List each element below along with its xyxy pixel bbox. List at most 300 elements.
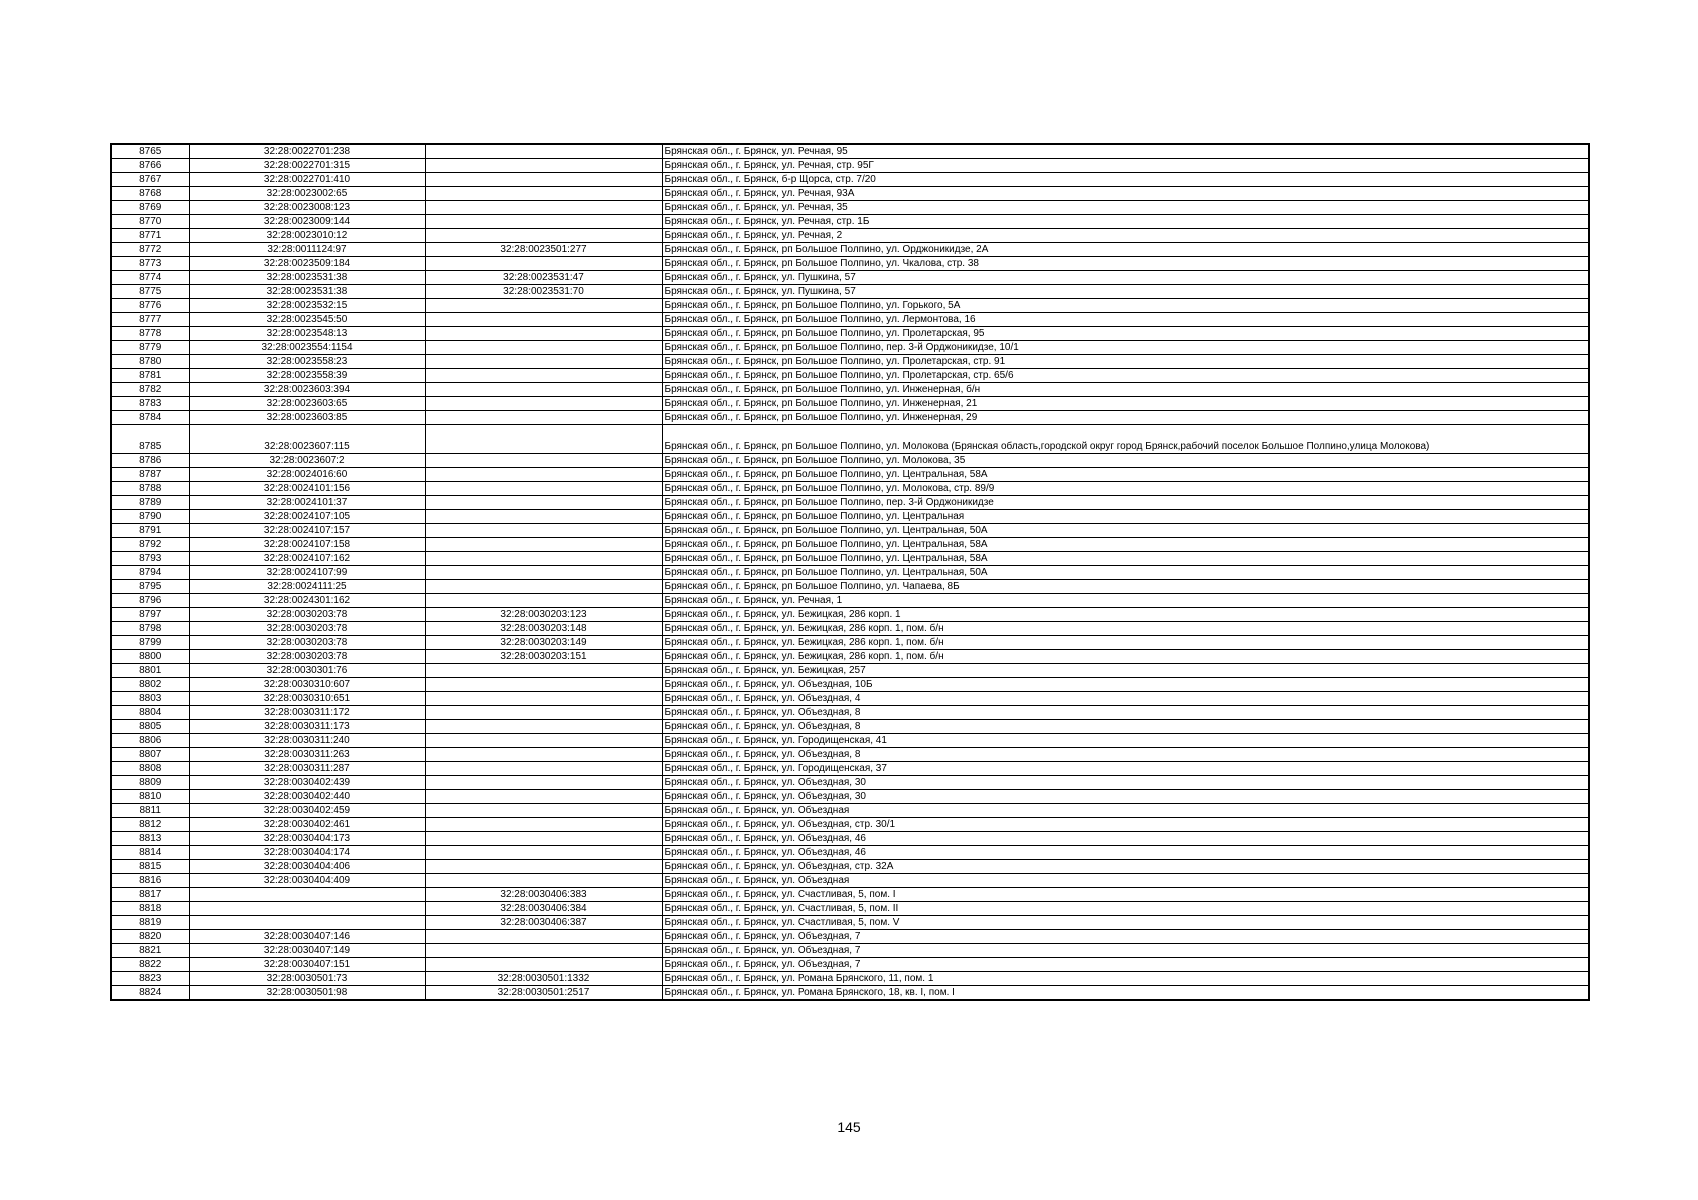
linked-cadastral-number-cell — [425, 790, 662, 804]
address-cell: Брянская обл., г. Брянск, ул. Счастливая, 5, пом. V — [662, 916, 1589, 930]
address-cell: Брянская обл., г. Брянск, ул. Объездная, 46 — [662, 832, 1589, 846]
cadastral-number-cell: 32:28:0023558:39 — [189, 369, 425, 383]
linked-cadastral-number-cell — [425, 144, 662, 159]
table-row — [111, 650, 1589, 664]
table-row — [111, 692, 1589, 706]
address-cell: Брянская обл., г. Брянск, рп Большое Полпино, ул. Центральная, 50А — [662, 524, 1589, 538]
address-cell: Брянская обл., г. Брянск, рп Большое Полпино, ул. Инженерная, 29 — [662, 411, 1589, 425]
cadastral-number-cell: 32:28:0023531:38 — [189, 271, 425, 285]
cadastral-number-cell: 32:28:0023008:123 — [189, 201, 425, 215]
cadastral-number-cell: 32:28:0030311:240 — [189, 734, 425, 748]
linked-cadastral-number-cell — [425, 874, 662, 888]
address-cell: Брянская обл., г. Брянск, рп Большое Полпино, пер. 3-й Орджоникидзе — [662, 496, 1589, 510]
table-row — [111, 383, 1589, 397]
address-cell: Брянская обл., г. Брянск, рп Большое Полпино, пер. 3-й Орджоникидзе, 10/1 — [662, 341, 1589, 355]
address-cell: Брянская обл., г. Брянск, ул. Объездная, 8 — [662, 706, 1589, 720]
linked-cadastral-number-cell: 32:28:0023501:277 — [425, 243, 662, 257]
linked-cadastral-number-cell — [425, 860, 662, 874]
linked-cadastral-number-cell — [425, 327, 662, 341]
linked-cadastral-number-cell — [425, 425, 662, 454]
cadastral-number-cell: 32:28:0030203:78 — [189, 608, 425, 622]
row-number-cell: 8784 — [111, 411, 189, 425]
cadastral-number-cell: 32:28:0030402:461 — [189, 818, 425, 832]
address-cell: Брянская обл., г. Брянск, ул. Объездная, 10Б — [662, 678, 1589, 692]
cadastral-number-cell: 32:28:0023509:184 — [189, 257, 425, 271]
table-row — [111, 664, 1589, 678]
cadastral-number-cell: 32:28:0030311:287 — [189, 762, 425, 776]
linked-cadastral-number-cell — [425, 510, 662, 524]
row-number-cell: 8813 — [111, 832, 189, 846]
row-number-cell: 8771 — [111, 229, 189, 243]
table-row — [111, 790, 1589, 804]
linked-cadastral-number-cell: 32:28:0030501:1332 — [425, 972, 662, 986]
table-row — [111, 720, 1589, 734]
row-number-cell: 8794 — [111, 566, 189, 580]
address-cell: Брянская обл., г. Брянск, рп Большое Полпино, ул. Центральная, 58А — [662, 468, 1589, 482]
row-number-cell: 8807 — [111, 748, 189, 762]
address-cell: Брянская обл., г. Брянск, ул. Речная, 1 — [662, 594, 1589, 608]
linked-cadastral-number-cell — [425, 299, 662, 313]
cadastral-number-cell: 32:28:0030402:459 — [189, 804, 425, 818]
row-number-cell: 8772 — [111, 243, 189, 257]
address-cell: Брянская обл., г. Брянск, рп Большое Полпино, ул. Горького, 5А — [662, 299, 1589, 313]
row-number-cell: 8815 — [111, 860, 189, 874]
address-cell: Брянская обл., г. Брянск, ул. Объездная — [662, 804, 1589, 818]
linked-cadastral-number-cell — [425, 201, 662, 215]
linked-cadastral-number-cell — [425, 383, 662, 397]
cadastral-number-cell: 32:28:0023607:2 — [189, 454, 425, 468]
row-number-cell: 8812 — [111, 818, 189, 832]
row-number-cell: 8786 — [111, 454, 189, 468]
address-cell: Брянская обл., г. Брянск, ул. Объездная, 4 — [662, 692, 1589, 706]
table-row — [111, 468, 1589, 482]
linked-cadastral-number-cell — [425, 594, 662, 608]
cadastral-number-cell: 32:28:0023607:115 — [189, 425, 425, 454]
address-cell: Брянская обл., г. Брянск, ул. Объездная, 7 — [662, 944, 1589, 958]
table-row — [111, 944, 1589, 958]
table-row — [111, 622, 1589, 636]
address-cell: Брянская обл., г. Брянск, ул. Речная, стр. 95Г — [662, 159, 1589, 173]
cadastral-number-cell: 32:28:0023010:12 — [189, 229, 425, 243]
linked-cadastral-number-cell — [425, 580, 662, 594]
cadastral-number-cell — [189, 902, 425, 916]
row-number-cell: 8768 — [111, 187, 189, 201]
address-cell: Брянская обл., г. Брянск, ул. Речная, стр. 1Б — [662, 215, 1589, 229]
row-number-cell: 8780 — [111, 355, 189, 369]
row-number-cell: 8787 — [111, 468, 189, 482]
table-row — [111, 888, 1589, 902]
cadastral-number-cell: 32:28:0023603:394 — [189, 383, 425, 397]
cadastral-number-cell: 32:28:0023554:1154 — [189, 341, 425, 355]
row-number-cell: 8799 — [111, 636, 189, 650]
address-cell: Брянская обл., г. Брянск, ул. Пушкина, 57 — [662, 285, 1589, 299]
table-row — [111, 748, 1589, 762]
address-cell: Брянская обл., г. Брянск, ул. Объездная, 7 — [662, 930, 1589, 944]
table-row — [111, 706, 1589, 720]
cadastral-number-cell: 32:28:0022701:315 — [189, 159, 425, 173]
cadastral-number-cell: 32:28:0024016:60 — [189, 468, 425, 482]
row-number-cell: 8767 — [111, 173, 189, 187]
linked-cadastral-number-cell: 32:28:0030406:383 — [425, 888, 662, 902]
page-number: 145 — [837, 1119, 861, 1135]
linked-cadastral-number-cell — [425, 257, 662, 271]
row-number-cell: 8792 — [111, 538, 189, 552]
address-cell: Брянская обл., г. Брянск, ул. Речная, 95 — [662, 144, 1589, 159]
table-row — [111, 327, 1589, 341]
cadastral-number-cell: 32:28:0030311:173 — [189, 720, 425, 734]
table-row — [111, 832, 1589, 846]
row-number-cell: 8765 — [111, 144, 189, 159]
cadastral-number-cell: 32:28:0023603:85 — [189, 411, 425, 425]
linked-cadastral-number-cell: 32:28:0030203:148 — [425, 622, 662, 636]
address-cell: Брянская обл., г. Брянск, ул. Объездная, 7 — [662, 958, 1589, 972]
address-cell: Брянская обл., г. Брянск, б-р Щорса, стр. 7/20 — [662, 173, 1589, 187]
table-row — [111, 187, 1589, 201]
table-row — [111, 636, 1589, 650]
row-number-cell: 8797 — [111, 608, 189, 622]
cadastral-number-cell: 32:28:0023558:23 — [189, 355, 425, 369]
row-number-cell: 8777 — [111, 313, 189, 327]
linked-cadastral-number-cell: 32:28:0023531:47 — [425, 271, 662, 285]
table-row — [111, 496, 1589, 510]
row-number-cell: 8774 — [111, 271, 189, 285]
cadastral-number-cell: 32:28:0030501:98 — [189, 986, 425, 1001]
address-cell: Брянская обл., г. Брянск, ул. Бежицкая, 286 корп. 1, пом. б/н — [662, 622, 1589, 636]
table-row — [111, 874, 1589, 888]
cadastral-number-cell: 32:28:0030501:73 — [189, 972, 425, 986]
row-number-cell: 8810 — [111, 790, 189, 804]
cadastral-number-cell: 32:28:0030402:439 — [189, 776, 425, 790]
cadastral-number-cell: 32:28:0023531:38 — [189, 285, 425, 299]
cadastral-number-cell — [189, 916, 425, 930]
cadastral-number-cell: 32:28:0030402:440 — [189, 790, 425, 804]
row-number-cell: 8818 — [111, 902, 189, 916]
linked-cadastral-number-cell — [425, 818, 662, 832]
table-row — [111, 860, 1589, 874]
linked-cadastral-number-cell — [425, 748, 662, 762]
row-number-cell: 8796 — [111, 594, 189, 608]
linked-cadastral-number-cell: 32:28:0030203:123 — [425, 608, 662, 622]
cadastral-number-cell: 32:28:0024107:99 — [189, 566, 425, 580]
address-cell: Брянская обл., г. Брянск, рп Большое Полпино, ул. Пролетарская, стр. 91 — [662, 355, 1589, 369]
row-number-cell: 8803 — [111, 692, 189, 706]
row-number-cell: 8819 — [111, 916, 189, 930]
address-cell: Брянская обл., г. Брянск, рп Большое Полпино, ул. Инженерная, б/н — [662, 383, 1589, 397]
cadastral-number-cell: 32:28:0024107:157 — [189, 524, 425, 538]
row-number-cell: 8781 — [111, 369, 189, 383]
cadastral-number-cell: 32:28:0030203:78 — [189, 650, 425, 664]
table-row — [111, 285, 1589, 299]
table-row — [111, 271, 1589, 285]
table-row — [111, 930, 1589, 944]
linked-cadastral-number-cell — [425, 369, 662, 383]
linked-cadastral-number-cell: 32:28:0023531:70 — [425, 285, 662, 299]
address-cell: Брянская обл., г. Брянск, рп Большое Полпино, ул. Пролетарская, 95 — [662, 327, 1589, 341]
table-row — [111, 762, 1589, 776]
row-number-cell: 8773 — [111, 257, 189, 271]
cadastral-number-cell: 32:28:0030407:149 — [189, 944, 425, 958]
row-number-cell: 8802 — [111, 678, 189, 692]
linked-cadastral-number-cell: 32:28:0030501:2517 — [425, 986, 662, 1001]
linked-cadastral-number-cell — [425, 846, 662, 860]
linked-cadastral-number-cell — [425, 397, 662, 411]
table-row — [111, 299, 1589, 313]
row-number-cell: 8821 — [111, 944, 189, 958]
address-cell: Брянская обл., г. Брянск, рп Большое Полпино, ул. Инженерная, 21 — [662, 397, 1589, 411]
row-number-cell: 8822 — [111, 958, 189, 972]
row-number-cell: 8775 — [111, 285, 189, 299]
cadastral-number-cell: 32:28:0023009:144 — [189, 215, 425, 229]
linked-cadastral-number-cell — [425, 762, 662, 776]
row-number-cell: 8789 — [111, 496, 189, 510]
cadastral-number-cell: 32:28:0030311:263 — [189, 748, 425, 762]
cadastral-number-cell: 32:28:0030310:651 — [189, 692, 425, 706]
table-row — [111, 201, 1589, 215]
address-cell: Брянская обл., г. Брянск, рп Большое Полпино, ул. Лермонтова, 16 — [662, 313, 1589, 327]
row-number-cell: 8778 — [111, 327, 189, 341]
address-cell: Брянская обл., г. Брянск, ул. Объездная, 46 — [662, 846, 1589, 860]
cadastral-number-cell: 32:28:0030404:174 — [189, 846, 425, 860]
row-number-cell: 8816 — [111, 874, 189, 888]
table-row — [111, 538, 1589, 552]
table-row — [111, 159, 1589, 173]
row-number-cell: 8779 — [111, 341, 189, 355]
address-cell: Брянская обл., г. Брянск, ул. Объездная, 8 — [662, 720, 1589, 734]
row-number-cell: 8800 — [111, 650, 189, 664]
cadastral-number-cell: 32:28:0030310:607 — [189, 678, 425, 692]
address-cell: Брянская обл., г. Брянск, ул. Бежицкая, 286 корп. 1, пом. б/н — [662, 636, 1589, 650]
row-number-cell: 8820 — [111, 930, 189, 944]
address-cell: Брянская обл., г. Брянск, ул. Речная, 2 — [662, 229, 1589, 243]
linked-cadastral-number-cell — [425, 313, 662, 327]
linked-cadastral-number-cell — [425, 524, 662, 538]
table-row — [111, 566, 1589, 580]
row-number-cell: 8782 — [111, 383, 189, 397]
row-number-cell: 8795 — [111, 580, 189, 594]
linked-cadastral-number-cell — [425, 355, 662, 369]
linked-cadastral-number-cell — [425, 804, 662, 818]
address-cell: Брянская обл., г. Брянск, рп Большое Полпино, ул. Молокова (Брянская область,городской округ город Брянск,рабочий поселок Большое Полпино,улица Молокова) — [662, 425, 1589, 454]
linked-cadastral-number-cell — [425, 187, 662, 201]
table-row — [111, 229, 1589, 243]
linked-cadastral-number-cell — [425, 678, 662, 692]
linked-cadastral-number-cell — [425, 215, 662, 229]
cadastral-number-cell: 32:28:0024107:158 — [189, 538, 425, 552]
address-cell: Брянская обл., г. Брянск, рп Большое Полпино, ул. Орджоникидзе, 2А — [662, 243, 1589, 257]
address-cell: Брянская обл., г. Брянск, рп Большое Полпино, ул. Центральная, 50А — [662, 566, 1589, 580]
table-row — [111, 482, 1589, 496]
table-row — [111, 524, 1589, 538]
linked-cadastral-number-cell — [425, 173, 662, 187]
cadastral-number-cell: 32:28:0023545:50 — [189, 313, 425, 327]
table-row — [111, 580, 1589, 594]
row-number-cell: 8776 — [111, 299, 189, 313]
address-cell: Брянская обл., г. Брянск, рп Большое Полпино, ул. Центральная — [662, 510, 1589, 524]
linked-cadastral-number-cell — [425, 944, 662, 958]
address-cell: Брянская обл., г. Брянск, ул. Романа Брянского, 11, пом. 1 — [662, 972, 1589, 986]
table-row — [111, 734, 1589, 748]
linked-cadastral-number-cell — [425, 664, 662, 678]
linked-cadastral-number-cell — [425, 454, 662, 468]
row-number-cell: 8790 — [111, 510, 189, 524]
table-row — [111, 215, 1589, 229]
linked-cadastral-number-cell — [425, 566, 662, 580]
address-cell: Брянская обл., г. Брянск, ул. Счастливая, 5, пом. II — [662, 902, 1589, 916]
cadastral-number-cell: 32:28:0023548:13 — [189, 327, 425, 341]
row-number-cell: 8805 — [111, 720, 189, 734]
address-cell: Брянская обл., г. Брянск, ул. Объездная, 30 — [662, 790, 1589, 804]
registry-table — [110, 143, 1590, 1001]
cadastral-number-cell: 32:28:0030311:172 — [189, 706, 425, 720]
table-row — [111, 846, 1589, 860]
address-cell: Брянская обл., г. Брянск, ул. Речная, 35 — [662, 201, 1589, 215]
linked-cadastral-number-cell — [425, 692, 662, 706]
address-cell: Брянская обл., г. Брянск, ул. Объездная — [662, 874, 1589, 888]
table-row — [111, 678, 1589, 692]
cadastral-number-cell: 32:28:0024111:25 — [189, 580, 425, 594]
address-cell: Брянская обл., г. Брянск, рп Большое Полпино, ул. Пролетарская, стр. 65/6 — [662, 369, 1589, 383]
row-number-cell: 8770 — [111, 215, 189, 229]
row-number-cell: 8808 — [111, 762, 189, 776]
address-cell: Брянская обл., г. Брянск, рп Большое Полпино, ул. Центральная, 58А — [662, 538, 1589, 552]
table-row — [111, 411, 1589, 425]
linked-cadastral-number-cell — [425, 538, 662, 552]
table-row — [111, 454, 1589, 468]
address-cell: Брянская обл., г. Брянск, рп Большое Полпино, ул. Чапаева, 8Б — [662, 580, 1589, 594]
row-number-cell: 8793 — [111, 552, 189, 566]
row-number-cell: 8804 — [111, 706, 189, 720]
table-row — [111, 397, 1589, 411]
table-row — [111, 902, 1589, 916]
table-row — [111, 341, 1589, 355]
linked-cadastral-number-cell — [425, 411, 662, 425]
address-cell: Брянская обл., г. Брянск, рп Большое Полпино, ул. Центральная, 58А — [662, 552, 1589, 566]
cadastral-number-cell: 32:28:0024101:156 — [189, 482, 425, 496]
linked-cadastral-number-cell — [425, 552, 662, 566]
row-number-cell: 8811 — [111, 804, 189, 818]
cadastral-number-cell — [189, 888, 425, 902]
cadastral-number-cell: 32:28:0024107:105 — [189, 510, 425, 524]
row-number-cell: 8791 — [111, 524, 189, 538]
address-cell: Брянская обл., г. Брянск, рп Большое Полпино, ул. Молокова, 35 — [662, 454, 1589, 468]
cadastral-number-cell: 32:28:0023532:15 — [189, 299, 425, 313]
linked-cadastral-number-cell: 32:28:0030406:384 — [425, 902, 662, 916]
linked-cadastral-number-cell — [425, 706, 662, 720]
table-row — [111, 818, 1589, 832]
linked-cadastral-number-cell — [425, 720, 662, 734]
address-cell: Брянская обл., г. Брянск, ул. Объездная, 8 — [662, 748, 1589, 762]
row-number-cell: 8824 — [111, 986, 189, 1001]
address-cell: Брянская обл., г. Брянск, ул. Романа Брянского, 18, кв. I, пом. I — [662, 986, 1589, 1001]
linked-cadastral-number-cell — [425, 229, 662, 243]
table-row — [111, 986, 1589, 1001]
linked-cadastral-number-cell — [425, 832, 662, 846]
row-number-cell: 8801 — [111, 664, 189, 678]
cadastral-number-cell: 32:28:0030407:151 — [189, 958, 425, 972]
address-cell: Брянская обл., г. Брянск, ул. Бежицкая, 257 — [662, 664, 1589, 678]
cadastral-number-cell: 32:28:0024301:162 — [189, 594, 425, 608]
row-number-cell: 8766 — [111, 159, 189, 173]
cadastral-number-cell: 32:28:0030404:406 — [189, 860, 425, 874]
row-number-cell: 8798 — [111, 622, 189, 636]
registry-sheet — [110, 143, 1588, 1001]
table-row — [111, 313, 1589, 327]
address-cell: Брянская обл., г. Брянск, ул. Городищенская, 41 — [662, 734, 1589, 748]
cadastral-number-cell: 32:28:0030203:78 — [189, 622, 425, 636]
address-cell: Брянская обл., г. Брянск, ул. Счастливая, 5, пом. I — [662, 888, 1589, 902]
address-cell: Брянская обл., г. Брянск, ул. Объездная, 30 — [662, 776, 1589, 790]
table-row — [111, 243, 1589, 257]
linked-cadastral-number-cell: 32:28:0030406:387 — [425, 916, 662, 930]
cadastral-number-cell: 32:28:0030404:409 — [189, 874, 425, 888]
linked-cadastral-number-cell: 32:28:0030203:151 — [425, 650, 662, 664]
table-row — [111, 369, 1589, 383]
cadastral-number-cell: 32:28:0030203:78 — [189, 636, 425, 650]
table-row — [111, 144, 1589, 159]
linked-cadastral-number-cell — [425, 159, 662, 173]
table-row — [111, 804, 1589, 818]
address-cell: Брянская обл., г. Брянск, рп Большое Полпино, ул. Чкалова, стр. 38 — [662, 257, 1589, 271]
registry-table-body — [111, 144, 1589, 1000]
table-row — [111, 608, 1589, 622]
table-row — [111, 776, 1589, 790]
address-cell: Брянская обл., г. Брянск, ул. Бежицкая, 286 корп. 1 — [662, 608, 1589, 622]
table-row — [111, 173, 1589, 187]
cadastral-number-cell: 32:28:0023603:65 — [189, 397, 425, 411]
cadastral-number-cell: 32:28:0022701:410 — [189, 173, 425, 187]
cadastral-number-cell: 32:28:0030407:146 — [189, 930, 425, 944]
table-row — [111, 552, 1589, 566]
table-row — [111, 958, 1589, 972]
address-cell: Брянская обл., г. Брянск, ул. Речная, 93А — [662, 187, 1589, 201]
address-cell: Брянская обл., г. Брянск, рп Большое Полпино, ул. Молокова, стр. 89/9 — [662, 482, 1589, 496]
row-number-cell: 8814 — [111, 846, 189, 860]
row-number-cell: 8809 — [111, 776, 189, 790]
table-row — [111, 916, 1589, 930]
cadastral-number-cell: 32:28:0030404:173 — [189, 832, 425, 846]
row-number-cell: 8783 — [111, 397, 189, 411]
linked-cadastral-number-cell — [425, 341, 662, 355]
cadastral-number-cell: 32:28:0023002:65 — [189, 187, 425, 201]
linked-cadastral-number-cell — [425, 930, 662, 944]
address-cell: Брянская обл., г. Брянск, ул. Городищенская, 37 — [662, 762, 1589, 776]
linked-cadastral-number-cell — [425, 734, 662, 748]
table-row — [111, 594, 1589, 608]
linked-cadastral-number-cell — [425, 496, 662, 510]
linked-cadastral-number-cell — [425, 468, 662, 482]
cadastral-number-cell: 32:28:0030301:76 — [189, 664, 425, 678]
table-row — [111, 510, 1589, 524]
table-row — [111, 425, 1589, 454]
cadastral-number-cell: 32:28:0022701:238 — [189, 144, 425, 159]
cadastral-number-cell: 32:28:0011124:97 — [189, 243, 425, 257]
row-number-cell: 8817 — [111, 888, 189, 902]
table-row — [111, 355, 1589, 369]
linked-cadastral-number-cell — [425, 482, 662, 496]
row-number-cell: 8806 — [111, 734, 189, 748]
linked-cadastral-number-cell — [425, 776, 662, 790]
row-number-cell: 8788 — [111, 482, 189, 496]
table-row — [111, 972, 1589, 986]
row-number-cell: 8769 — [111, 201, 189, 215]
linked-cadastral-number-cell — [425, 958, 662, 972]
cadastral-number-cell: 32:28:0024101:37 — [189, 496, 425, 510]
address-cell: Брянская обл., г. Брянск, ул. Пушкина, 57 — [662, 271, 1589, 285]
row-number-cell: 8823 — [111, 972, 189, 986]
table-row — [111, 257, 1589, 271]
row-number-cell: 8785 — [111, 425, 189, 454]
address-cell: Брянская обл., г. Брянск, ул. Объездная, стр. 32А — [662, 860, 1589, 874]
